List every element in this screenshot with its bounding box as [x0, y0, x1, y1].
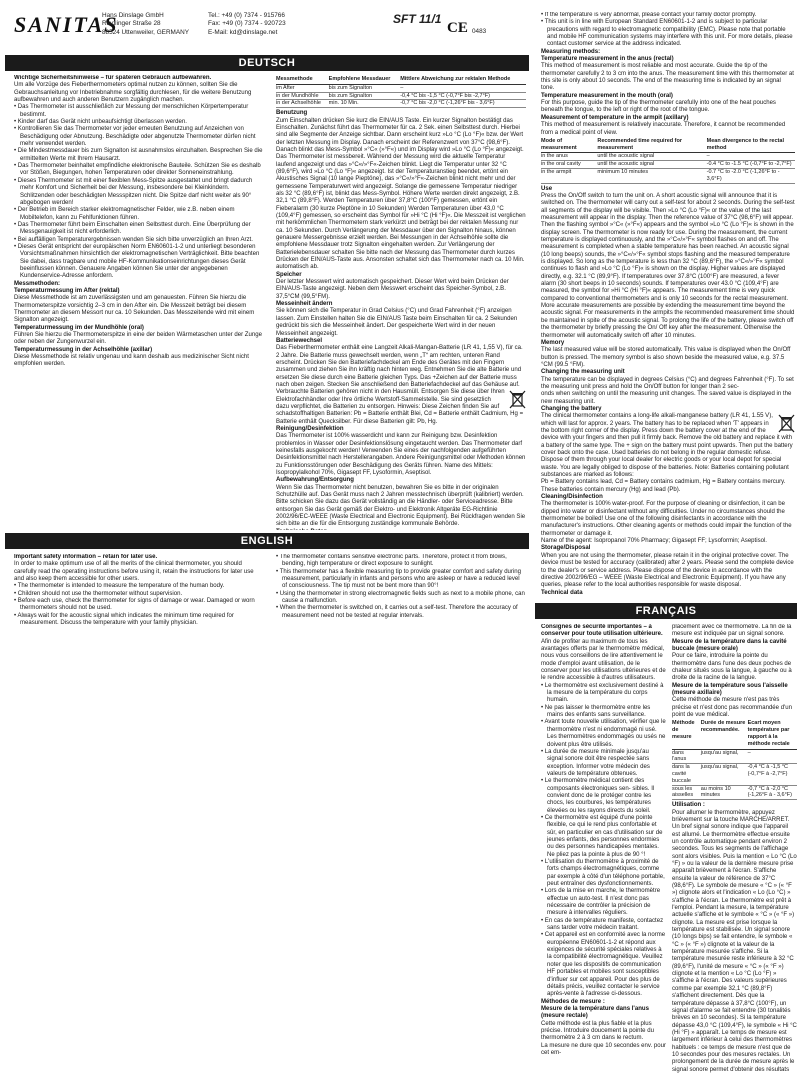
section-heading: Utilisation : — [672, 802, 705, 809]
table-cell: -0,4 °C bis -1,5 °C (-0,7°F bis -2,7°F) — [400, 92, 526, 100]
de-column-1 — [14, 75, 264, 530]
bullet-item: • The thermometer contains sensitive electronic parts. Therefore, protect it from blows, bending, high temperature or direct exposure to sunlight. — [276, 554, 507, 568]
en-column-2 — [276, 554, 526, 1074]
table-row — [276, 84, 526, 92]
bullet-item: • When the thermometer is switched on, it carries out a self-test. Therefore the accuracy of measurement need not be tested at regular intervals. — [276, 605, 518, 619]
table-cell: – — [400, 84, 526, 92]
paragraph: Das Fieberthermometer enthält eine Langzeit Alkali-Mangan-Batterie (LR 41, 1,55 V), für ca. 2 Jahre. Die Batterie muss gewechselt werden, wenn „T“ am rechten, unteren Rand erscheint. Drücken Sie den Batteriefachdeckel am Ende des Gerätes mit den Fingern zusammen und ziehen Sie ihn kräftig nach hinten weg. Entnehmen Sie die alte Batterie und ersetzen Sie diese durch eine Batterie gleichen Typs. Das +Zeichen auf der Batterie muss nach oben zeigen. Stecken Sie anschließend den Batteriefachdeckel auf das Gehäuse auf. — [276, 345, 523, 388]
banner-deutsch: DEUTSCH — [5, 55, 529, 71]
paragraph: This method of measurement is relatively inaccurate. Therefore, it cannot be recommended from a medical point of view. — [541, 122, 786, 136]
table-row — [672, 749, 797, 764]
paragraph: Afin de profiter au maximum de tous les avantages offerts par le thermomètre médical, nous vous conseillons de lire attentivement le mode d'emploi avant utilisation, de le conserver pour les utilisations ultérieures et de le rendre accessible à d'autres utilisateurs. — [541, 638, 666, 682]
bullet-item: • Cet appareil est en conformité avec la norme européenne EN60601-1-2 et répond aux exigences de sécurité spéciales relatives à la compatibilité électromagnétique. Veuillez noter que les dispositifs de communication HF portables et mobiles sont susceptibles d'influer sur cet appareil. Pour des plus de détails précis, veuillez contacter le service après-vente à l'adresse ci-dessous. — [541, 932, 666, 998]
bullet-item: • Kontrollieren Sie das Thermometer vor jeder erneuten Benutzung auf Anzeichen von Beschädigung oder Abnutzung. Beschädigte oder abgenutzte Thermometer dürfen nicht mehr verwendet werden. — [14, 126, 256, 148]
bullet-item: • La durée de mesure minimale jusqu'au signal sonore doit être respectée sans exception. Informer votre médecin des valeurs de température obtenues. — [541, 748, 650, 777]
column-header: Messmethode — [276, 76, 329, 84]
company-address — [102, 12, 189, 37]
paragraph: onds when switching on until the measuring unit changes. The saved value is displayed in the new measuring unit. — [541, 391, 792, 405]
bullet-item: • This unit is in line with European Standard EN60601-1-2 and is subject to particular precautions with regard to electromagnetic compatibility (EMC). Please note that portable and mobile HF communication systems may interfere with this unit. For more details, please contact customer service at the address indicated. — [541, 19, 793, 48]
en-column-3 — [541, 12, 795, 597]
paragraph: The last measured value will be stored automatically. This value is displayed when the On/Off button is pressed. The memory symbol is also shown beside the measured value, e.g. 37.5 °CM (99.5 °FM). — [541, 347, 791, 368]
company-contact — [208, 12, 286, 37]
bullet-item: • Avant toute nouvelle utilisation, vérifier que le thermomètre n'est ni endommagé ni usé. Les thermomètres endommagés ou usés ne doivent plus être utilisés. — [541, 719, 666, 748]
crossed-bin-icon — [509, 390, 526, 409]
bullet-item: • Bei auffälligen Temperaturergebnissen wenden Sie sich bitte unverzüglich an Ihren Arzt. — [14, 236, 253, 243]
section-heading: Reinigung/Desinfektion — [276, 425, 344, 432]
section-heading: Mesure de la température sous l'aisselle (mesure axillaire) — [672, 682, 788, 697]
bullet-item: • Le thermomètre est exclusivement destiné à la mesure de la température du corps humain. — [541, 682, 664, 704]
table-cell: – — [748, 749, 797, 764]
paragraph: placement avec ce thermomètre. La fin de la mesure est indiquée par un signal sonore. — [672, 624, 792, 638]
company-street: Riedlinger Straße 28 — [102, 20, 161, 28]
paragraph: Das Thermometer ist 100% wasserdicht und kann zur Reinigung bzw. Desinfektion problemlos in Wasser oder Desinfektionslösung eingetaucht werden. Das Thermometer darf keinesfalls ausgekocht werden! Verwenden Sie eines der nachfolgenden aufgeführten Desinfektionsmittel nach Herstellerangaben. Andere Reinigungsmittel oder Methoden können zu Funktionsstörungen oder Beschädigung des Geräts führen. Name des Mittels: Isopropylalkohol 70%, Gigasept FF, Lysoformin, Aseptisol. — [276, 433, 526, 477]
bullet-item: • If the temperature is very abnormal, please contact your family doctor promptly. — [541, 12, 757, 18]
table-cell: bis zum Signalton — [329, 92, 401, 100]
table-row — [541, 153, 795, 161]
sanitas-logo: SANITAS — [14, 12, 119, 37]
paragraph: Verbrauchte Batterien gehören nicht in den Hausmüll. Entsorgen Sie diese über Ihren Elektrofachhändler oder Ihre örtliche Wertstoff-Sammelstelle. Sie sind gesetzlich dazu verpflichtet, die Batterien zu entsorgen. Hinweis: Diese Zeichen finden Sie auf schadstoffhaltigen Batterien: Pb = Batterie enthält Blei, Cd = Batterie enthält Cadmium, Hg = Batterie enthält Quecksilber. Für diese Batterien gilt: Pb, Hg. — [276, 389, 524, 425]
table-header-row — [541, 138, 795, 153]
section-heading: Storage/Disposal — [541, 545, 591, 552]
table-row — [276, 92, 526, 100]
paragraph: Cette méthode de mesure n'est pas très précise et n'est donc pas recommandée d'un point de vue médical. — [672, 697, 792, 719]
company-email: E-Mail: kd@dinslage.net — [208, 28, 278, 36]
model-number: SFT 11/1 — [393, 12, 442, 26]
table-row — [276, 100, 526, 108]
bullet-item: • The thermometer is intended to measure the temperature of the human body. — [14, 583, 225, 590]
section-heading: Temperature measurement in the anus (rectal) — [541, 56, 674, 63]
paragraph: Führen Sie hierzu die Thermometerspitze in eine der beiden Wärmetaschen unter der Zunge oder neben der Zungenwurzel ein. — [14, 332, 262, 346]
table-cell: in the anus — [541, 153, 597, 161]
section-heading: Benutzung — [276, 110, 308, 117]
bullet-item: • This thermometer has a flexible measuring tip to provide greater comfort and safety during measurement, particularly in infants and persons who are asleep or have a reduced level of consciousness. The tip must not be bent more than 90°! — [276, 568, 522, 590]
section-heading: Méthodes de mesure : — [541, 998, 605, 1005]
paragraph: Pour allumer le thermomètre, appuyez brièvement sur la touche MARCHE/ARRET. Un bref signal sonore indique que l'appareil est allumé. Le thermomètre effectue ensuite un contrôle automatique pendant environ 2 secondes. Tous les segments de l'affichage sont alors visibles. Puis la mention « Lo °C (Lo °F) » ou la valeur de la dernière mesure prise apparaît brièvement à l'écran. S'affiche ensuite la valeur de référence de 37°C (98,6°F). Le symbole de mesure « °C » (« °F ») clignote alors et l'indication « Lo (Lo °C) » s'affiche à l'écran. Le thermomètre est prêt à l'emploi. Pendant la mesure, la température actuelle s'affiche et le symbole « °C » (« °F ») clignote. La mesure est prise lorsque la température est stabilisée. Un signal sonore (10 longs bips) se fait entendre, le symbole « °C » (« °F ») clignote et la valeur de la température mesurée s'affiche. Si la température mesurée reste inférieure à 32 °C (89,6°F), l'unité de mesure « °C » (« °F ») clignote et la mention « Lo °C (Lo °F) » s'affiche à l'écran. Des valeurs supérieures comme par exemple 32,1 °C (89,8°F) s'affichent directement. Dès que la température dépasse à 37,8°C (100°F), un signal d'alarme se fait entendre (30 tonalités brèves en 10 secondes). Si la température dépasse 43,0 °C (109,4°F), le symbole « Hi °C (Hi °F) » apparaît. Le temps de mesure est largement inférieur à celui des thermomètres habituels : ce temps de mesure n'est que de 10 secondes pour des mesures rectales. Un prolongement de la durée de mesure après le signal sonore permet d'obtenir des résultats — [672, 809, 797, 1073]
bullet-item: • Children should not use the thermometer without supervision. — [14, 590, 183, 597]
bullet-item: • Before each use, check the thermometer for signs of damage or wear. Damaged or worn thermometers should not be used. — [14, 598, 255, 612]
section-heading: Changing the measuring unit — [541, 369, 625, 376]
table-cell: min. 10 Min. — [329, 100, 401, 108]
column-header: Mean divergence to the rectal method — [707, 138, 795, 153]
paragraph: In order to make optimum use of all the merits of the clinical thermometer, you should carefully read the operating instructions before using it, retain the instructions for later use and also keep them accessible for other users. — [14, 561, 254, 583]
section-heading — [276, 529, 526, 530]
section-heading: Temperaturmessung in der Achselhöhle (axillar) — [14, 346, 153, 353]
paragraph: Zum Einschalten drücken Sie kurz die EIN/AUS Taste. Ein kurzer Signalton bestätigt das Einschalten. Zunächst führt das Thermometer für ca. 2 Sek. einen Selbsttest durch. Hierbei sind alle Segmente der Anzeige sichtbar. Dann erscheint kurz »Lo °C (Lo °F)« bzw. der Wert der letzten Messung im Display. Danach erscheint der Referenzwert von 37°C (98,6°F). Danach blinkt das Mess-Symbol »°C« (»°F«) und im Display wird »Lo °C (Lo °F)« angezeigt. Das Thermometer ist messbereit. Während der Messung wird die aktuelle Temperatur laufend angezeigt und das »°C«/»°F«-Zeichen blinkt. Liegt die Temperatur unter 32 °C (89,6°F), wird »Lo °C (Lo °F)« angezeigt. Ist der Temperaturanstieg beendet, ertönt ein Akustisches Signal (10 lange Pieptöne), das »°C«/»°F«-Zeichen blinkt nicht mehr und der gemessene Temperaturwert wird angezeigt. Solange die gemessene Temperatur niedriger als 32 °C (89,6°F) ist, blinkt das Mess-Symbol. Höhere Werte werden direkt angezeigt, z.B. 32,1 °C (89,8°F). Werden Temperaturen über 37,8°C (100°F) gemessen, ertönt ein Fieberalarm (30 kurze Pieptöne in 10 Sekunden) Werden Temperaturen über 43,0 °C (109,4°F) gemessen, so erscheint das Symbol für »Hi °C (Hi °F)«. Die Messzeit ist verglichen mit herkömmlichen Thermometern stark verkürzt und beträgt bei der rektalen Messung nur ca. 10 Sekunden. Durch Verlängerung der Messdauer über den Signalton hinaus, können genauere Messergebnisse erzielt werden. Bei Messungen in der Achselhöhle sollte die empfohlene Messdauer trotz Signalton eingehalten werden. Zur Verlängerung der Batterielebensdauer schalten Sie bitte nach der Messung das Thermometer durch kurzes Drücken der EIN/AUS-Taste aus. Ansonsten schaltet sich das Thermometer nach ca. 10 Min. automatisch ab. — [276, 117, 526, 271]
table-row — [672, 785, 797, 800]
section-heading: Temperaturmessung im der Mundhöhle (oral) — [14, 324, 144, 331]
bullet-item: • Das Thermometer führt beim Einschalten einen Selbsttest durch. Eine Überprüfung der Messgenauigkeit ist nicht erforderlich. — [14, 221, 251, 236]
table-cell: -0.4 °C to -1.5 °C (-0,7°F to -2,7°F) — [707, 161, 795, 169]
bullet-item: • Der Betrieb im Bereich starker elektromagnetischer Felder, wie z.B. neben einem Mobiltelefon, kann zu Fehlfunktionen führen. — [14, 207, 235, 221]
paragraph: Wenn Sie das Thermometer nicht benutzen, bewahren Sie es bitte in der originalen Schutzhülle auf. Das Gerät muss nach 2 Jahren messtechnisch überprüft (kalibriert) werden. Bitte schicken Sie dazu das Gerät vollständig an die Händler- oder Serviceadresse. Bitte entsorgen Sie das Gerät gemäß der Elektro- und Elektronik Altgeräte EG-Richtlinie 2002/96/EC-WEEE (Waste Electrical and Electronic Equipment). Bei Rückfragen wenden Sie sich bitte an die für die Entsorgung zuständige kommunale Behörde. — [276, 484, 526, 528]
fr-column-2 — [672, 624, 797, 1074]
company-city: 88524 Uttenweiler, GERMANY — [102, 28, 190, 36]
column-header: Méthode de mesure — [672, 720, 701, 749]
paragraph: For this purpose, guide the tip of the thermometer carefully into one of the heat pouches beneath the tongue, to the left or right of the root of the tongue. — [541, 100, 776, 114]
paragraph: Press the On/Off switch to turn the unit on. A short acoustic signal will announce that it is switched on. The thermometer will carry out a self-test for about 2 seconds. During the self-test all segments of the display will be visible. Then »Lo °C (Lo °F)« or the value of the last measurement will appear in the display. Then the reference value of 37°C (98,6°F) will appear. Then the flashing symbol »°C« (»°F«) appears and the symbol »Lo °C (Lo °F)« is shown in the display screen. The thermometer is now ready for use. During the measurement, the current temperature is displayed continuously, and the »°C«/»°F« symbol flashes on and off. The measurement is completed when a stable temperature has been reached. An acoustic signal (10 long beeps) sounds, the »°C«/»°F« symbol stops flashing and the measured temperature is displayed. So long as the temperature is less than 32 °C (89,6°F), the »°C«/»°F« symbol continues to flash and »Lo °C (Lo °F)« is shown on the display. Higher values are displayed directly, e.g. 32.1 °C (89,9°F). If temperatures over 37.8°C (100°F) are measured, a fever alarm (30 short beeps in 10 seconds) sounds. If temperatures over 43.0 °C (109,4°F) are measured, the symbol for »Hi °C (Hi °F)« appears. The measurement time is very quick compared to conventional thermometers and is only 10 seconds for the rectal measurement. More accurate measurements are possible by extending the measurement time beyond the acoustic signal. For measurements in the armpits the recommended measurement time should be maintained in spite of the acoustic signal. To prolong the life of the battery, please switch off the thermometer by briefly pressing the On/ Off key after the measurement. Otherwise the thermometer will automatically switch off after 10 minutes. — [541, 192, 795, 339]
measurement-table — [541, 138, 795, 184]
column-header: Mittlere Abweichung zur rektalen Methode — [400, 76, 526, 84]
section-heading: Cleaning/Disinfection — [541, 494, 603, 501]
bullet-item: • Kinder darf das Gerät nicht unbeaufsichtigt überlassen werden. — [14, 119, 187, 126]
paragraph: Sie können sich die Temperatur in Grad Celsius (°C) und Grad Fahrenheit (°F) anzeigen lassen. Zum Einstellen halten Sie die EIN/AUS Taste beim Einschalten für ca. 2 Sekunden gedrückt bis sich die Messeinheit ändert. Der gespeicherte Wert wird in der neuen Messeinheit angezeigt. — [276, 308, 518, 337]
bullet-item: • Le thermomètre médical contient des composants électroniques sen- sibles. Il convient donc de le protéger contre les chocs, les courbures, les températures élevées ou les rayons directs du soleil. — [541, 778, 655, 814]
paragraph: Diese Messmethode ist am zuverlässigsten und am genauesten. Führen Sie hierzu die Thermometerspitze vorsichtig 2–3 cm in den After ein. Die Messzeit beträgt bei diesem Thermometer an diesem Messort nur ca. 10 Sekunden. Das Messzeitende wird mit einem Signalton angezeigt. — [14, 295, 255, 324]
table-cell: – — [707, 153, 795, 161]
company-name: Hans Dinslage GmbH — [102, 12, 164, 19]
bullet-item: • Lors de la mise en marche, le thermomètre effectue un auto-test. Il n'est donc pas nécessaire de contrôler la précision de mesure à intervalles réguliers. — [541, 888, 661, 917]
table-cell: in the oral cavity — [541, 161, 597, 169]
section-heading: Consignes de sécurité importantes – à conserver pour toute utilisation ultérieure. — [541, 624, 663, 638]
table-cell: in the armpit — [541, 169, 597, 184]
bullet-item: • Ce thermomètre est équipé d'une pointe flexible, ce qui le rend plus confortable et sûr, en particulier en cas d'utilisation sur de jeunes enfants, des personnes endormies ou des personnes handicapées mentales. Ne pliez pas la pointe à plus de 90 °! — [541, 814, 663, 858]
section-heading: Important safety information – retain for later use. — [14, 554, 158, 560]
bullet-item: • En cas de température manifeste, contactez sans tarder votre médecin traitant. — [541, 917, 664, 932]
table-cell: dans la cavité buccale — [672, 764, 701, 785]
section-heading: Mesure de la température dans l'anus (mesure rectale) — [541, 1005, 649, 1020]
section-heading: Wichtige Sicherheitshinweise – für späteren Gebrauch aufbewahren. — [14, 75, 212, 81]
table-cell: -0,7 °C bis -2,0 °C (-1,26°F bis - 3,6°F) — [400, 100, 526, 108]
section-heading: Use — [541, 185, 553, 192]
table-cell: until the acoustic signal — [597, 161, 706, 169]
bullet-item: • Always wait for the acoustic signal which indicates the minimum time required for measurement. Discuss the temperature with your family physician. — [14, 612, 234, 627]
bullet-item: • Ne pas laisser le thermomètre entre les mains des enfants sans surveillance. — [541, 704, 651, 719]
table-cell: in der Achselhöhle — [276, 100, 329, 108]
paragraph: When you are not using the thermometer, please retain it in the original protective cover. The device must be tested for accuracy (calibrated) after 2 years. Please send the complete device to the dealer's or service address. Please dispose of the device in accordance with the directive 2002/96/EG – WEEE (Waste Electrical and Electronic Equipment). If you have any queries, please refer to the local authorities responsible for waste disposal. — [541, 552, 794, 589]
ce-mark: CE — [447, 20, 468, 36]
paragraph: The clinical thermometer contains a long-life alkali-manganese battery (LR 41, 1.55 V), which will last for approx. 2 years. The battery has to be replaced when 'T' appears in the bottom right corner of the display. Press down the battery cover at the end of the device with your fingers and then pull it firmly back. Remove the old battery and replace it with a battery of the same type. The + sign on the battery must point upwards. Then put the battery cover back onto the case. Used batteries do not belong in the regular domestic refuse. Dispose of them through your local dealer for electric goods or your local depot for special waste. You are legally obliged to dispose of the batteries. Note: Batteries containing pollutant substances are marked as follows: — [541, 413, 793, 479]
table-cell: minimum 10 minutes — [597, 169, 706, 184]
bullet-item: • Das Thermometer beinhaltet empfindliche elektronische Bauteile. Schützen Sie es deshalb vor Stößen, Biegungen, hohen Temperaturen oder direkter Sonneneinstrahlung. — [14, 163, 261, 177]
paragraph: The thermometer is 100% water-proof. For the purpose of cleaning or disinfection, it can be dipped into water or disinfectant without any difficulties. Under no circumstances should the thermometer be boiled! Use one of the following disinfectants in accordance with the manufacturer's instructions. Other cleaning agents or methods could impair the function of the thermometer or damage it. — [541, 501, 792, 537]
paragraph: Der letzter Messwert wird automatisch gespeichert. Dieser Wert wird beim Drücken der EIN/AUS-Taste angezeigt. Neben dem Messwert erscheint das Speicher-Symbol, z.B. 37,5°CM (99,5°FM). — [276, 279, 509, 300]
section-heading: Messmethoden: — [14, 280, 61, 287]
de-column-2 — [276, 75, 526, 530]
table-cell: -0.7 °C to -2.0 °C (-1,26°F to - 3,6°F) — [707, 169, 795, 184]
column-header: Recommended time required for measurement — [597, 138, 706, 153]
company-phone: Tel.: +49 (0) 7374 - 915766 — [208, 12, 285, 19]
table-cell: in der Mundhöhle — [276, 92, 329, 100]
table-header-row — [672, 720, 797, 749]
table-cell: -0,4 °C à -1,5 °C (-0,7°F à -2,7°F) — [748, 764, 797, 785]
section-heading: Temperaturmessung im After (rektal) — [14, 287, 120, 294]
table-cell: jusqu'au signal, — [701, 764, 748, 785]
en-column-1 — [14, 554, 264, 1074]
section-heading: Speicher — [276, 271, 302, 278]
section-heading: Temperature measurement in the mouth (oral) — [541, 92, 673, 99]
paragraph: La mesure ne dure que 10 secondes env. pour cet em- — [541, 1042, 666, 1056]
column-header: Empfohlene Messdauer — [329, 76, 401, 84]
fr-column-1 — [541, 624, 666, 1074]
table-cell: dans l'anus — [672, 749, 701, 764]
table-cell: jusqu'au signal, — [701, 749, 748, 764]
bullet-item: • Das Thermometer ist ausschließlich zur Messung der menschlichen Körpertemperatur bestimmt. — [14, 104, 249, 118]
table-cell: -0,7 °C à -2,0 °C (-1,26°F à - 3,6°F) — [748, 785, 797, 800]
table-row — [672, 764, 797, 785]
section-heading: Measurement of temperature in the armpit (axillary) — [541, 114, 689, 121]
section-heading: Aufbewahrung/Entsorgung — [276, 477, 354, 484]
table-cell: sous les aisselles — [672, 785, 701, 800]
column-header: Ecart moyen température par rapport à la méthode rectale — [748, 720, 797, 749]
bullet-item: • Using the thermometer in strong electromagnetic fields such as next to a mobile phone, can cause a malfunction. — [276, 590, 525, 605]
column-header: Durée de mesure recommandée. — [701, 720, 748, 749]
table-cell: au moins 10 minutes — [701, 785, 748, 800]
paragraph: Diese Messmethode ist relativ ungenau und kann deshalb aus medizinischer Sicht nicht empfohlen werden. — [14, 354, 249, 368]
section-heading: Messeinheit ändern — [276, 301, 333, 308]
paragraph: Pour ce faire, introduire la pointe du thermomètre dans l'une des deux poches de chaleur situés sous la langue, à gauche ou à droite de la racine de la langue. — [672, 653, 792, 682]
section-heading: Memory — [541, 339, 565, 346]
section-heading: Measuring methods: — [541, 48, 601, 55]
section-heading: Batteriewechsel — [276, 337, 323, 344]
ce-notified-body-number: 0483 — [472, 28, 487, 35]
section-heading: Mesure de la température dans la cavité buccale (mesure orale) — [672, 638, 787, 653]
paragraph: Name of the agent: Isopropanol 70% Pharmacy; Gigasept FF; Lysoformin; Aseptisol. — [541, 538, 767, 545]
leaflet-header — [0, 0, 530, 50]
bullet-item: • L'utilisation du thermomètre à proximité de forts champs électromagnétiques, comme par exemple à côté d'un téléphone portable, peut entraîner des dysfonctionnements. — [541, 859, 665, 888]
crossed-bin-icon — [778, 414, 795, 433]
table-row — [541, 161, 795, 169]
paragraph: The temperature can be displayed in degrees Celsius (°C) and degrees Fahrenheit (°F). To set the measuring unit press and hold the On/Off button for longer than 2 sec- — [541, 376, 794, 390]
table-cell: bis zum Signalton — [329, 84, 401, 92]
paragraph: This method of measurement is most reliable and most accurate. Guide the tip of the thermometer carefully 2 to 3 cm into the anus. The measurement time with this thermometer at this site is only about 10 seconds. The end of the measuring time is indicated by an signal tone. — [541, 63, 794, 92]
column-header: Mode of measurement — [541, 138, 597, 153]
section-heading: Technical data — [541, 589, 583, 596]
table-cell: until the acoustic signal — [597, 153, 706, 161]
table-cell: im After — [276, 84, 329, 92]
bullet-item: • Dieses Thermometer ist mit einer flexiblen Mess-Spitze ausgestattet und bringt dadurch mehr Komfort und Sicherheit bei der Messung, insbesondere bei Kleinkindern. Schlitzenden oder beschädigten Messspitzen nicht. Die Spitze darf nicht weiter als 90° abgebogen werden! — [14, 177, 253, 206]
banner-francais: FRANÇAIS — [535, 603, 797, 619]
bullet-item: • Die Mindestmessdauer bis zum Signalton ist ausnahmslos einzuhalten. Besprechen Sie die ermittelten Werte mit Ihrem Hausarzt. — [14, 148, 263, 162]
measurement-table — [672, 720, 797, 800]
paragraph: Um alle Vorzüge des Fieberthermometers optimal nutzen zu können, sollten Sie die Gebrauchsanleitung vor Inbetriebnahme sorgfältig durchlesen, für die weitere Benutzung aufbewahren und auch anderen Benutzern zugänglich machen. — [14, 82, 252, 104]
paragraph: Cette méthode est la plus fiable et la plus précise. Introduire doucement la pointe du thermomètre 2 à 3 cm dans le rectum. — [541, 1020, 654, 1042]
bullet-item: • Dieses Gerät entspricht der europäischen Norm EN60601-1-2 und unterliegt besonderen Vorsichtsmaßnahmen hinsichtlich der elektromagnetischen Verträglichkeit. Bitte beachten Sie dabei, dass tragbare und mobile HF-Kommunikationseinrichtungen dieses Gerät beeinflussen können. Genauere Angaben können Sie unter der angegebenen Kundenservice-Adresse anfordern. — [14, 243, 260, 280]
table-row — [541, 169, 795, 184]
section-heading: Changing the battery — [541, 405, 602, 412]
paragraph: Pb = Battery contains lead, Cd = Battery contains cadmium, Hg = Battery contains mercury. These batteries contain mercury (Hg) and lead (Pb). — [541, 479, 786, 493]
banner-english: ENGLISH — [5, 533, 529, 549]
company-fax: Fax: +49 (0) 7374 - 920723 — [208, 20, 286, 28]
table-header-row — [276, 76, 526, 84]
measurement-table — [276, 76, 526, 108]
